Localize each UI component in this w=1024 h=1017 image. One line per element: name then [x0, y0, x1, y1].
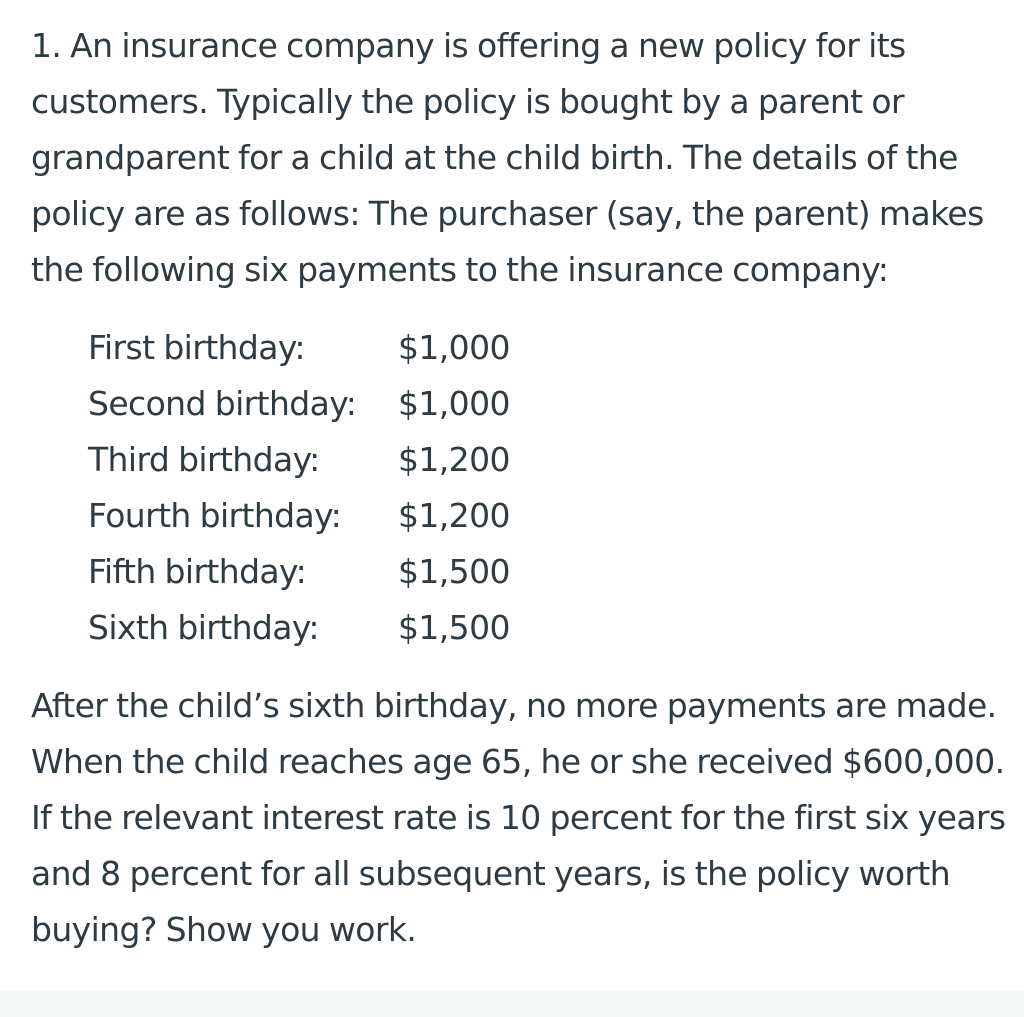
payment-amount: $1,000	[398, 384, 510, 423]
payment-row	[88, 488, 510, 544]
payment-row	[88, 376, 510, 432]
payment-amount: $1,200	[398, 440, 510, 479]
payment-label: Third birthday:	[88, 440, 320, 479]
question-intro: 1. An insurance company is offering a new policy for its customers. Typically the policy is bought by a parent or grandparent for a child at the child birth. The details of the policy are as follows: The purchaser (say, the parent) makes the following six payments to the insurance company:	[31, 26, 984, 289]
question-conclusion: After the child’s sixth birthday, no more payments are made. When the child reaches age 65, he or she received $600,000. If the relevant interest rate is 10 percent for the first six years and 8 percent for all subsequent years, is the policy worth buying? Show you work.	[31, 686, 1006, 949]
payment-amount: $1,200	[398, 496, 510, 535]
payment-amount: $1,500	[398, 608, 510, 647]
payment-amount: $1,500	[398, 552, 510, 591]
payment-schedule	[88, 320, 510, 656]
payment-row	[88, 432, 510, 488]
payment-label: Sixth birthday:	[88, 608, 319, 647]
question-text	[31, 18, 1011, 958]
payment-amount: $1,000	[398, 328, 510, 367]
payment-row	[88, 320, 510, 376]
payment-label: Fourth birthday:	[88, 496, 342, 535]
payment-label: Second birthday:	[88, 384, 357, 423]
payment-label: First birthday:	[88, 328, 305, 367]
payment-row	[88, 544, 510, 600]
payment-row	[88, 600, 510, 656]
payment-label: Fifth birthday:	[88, 552, 307, 591]
bottom-divider	[0, 990, 1024, 1017]
